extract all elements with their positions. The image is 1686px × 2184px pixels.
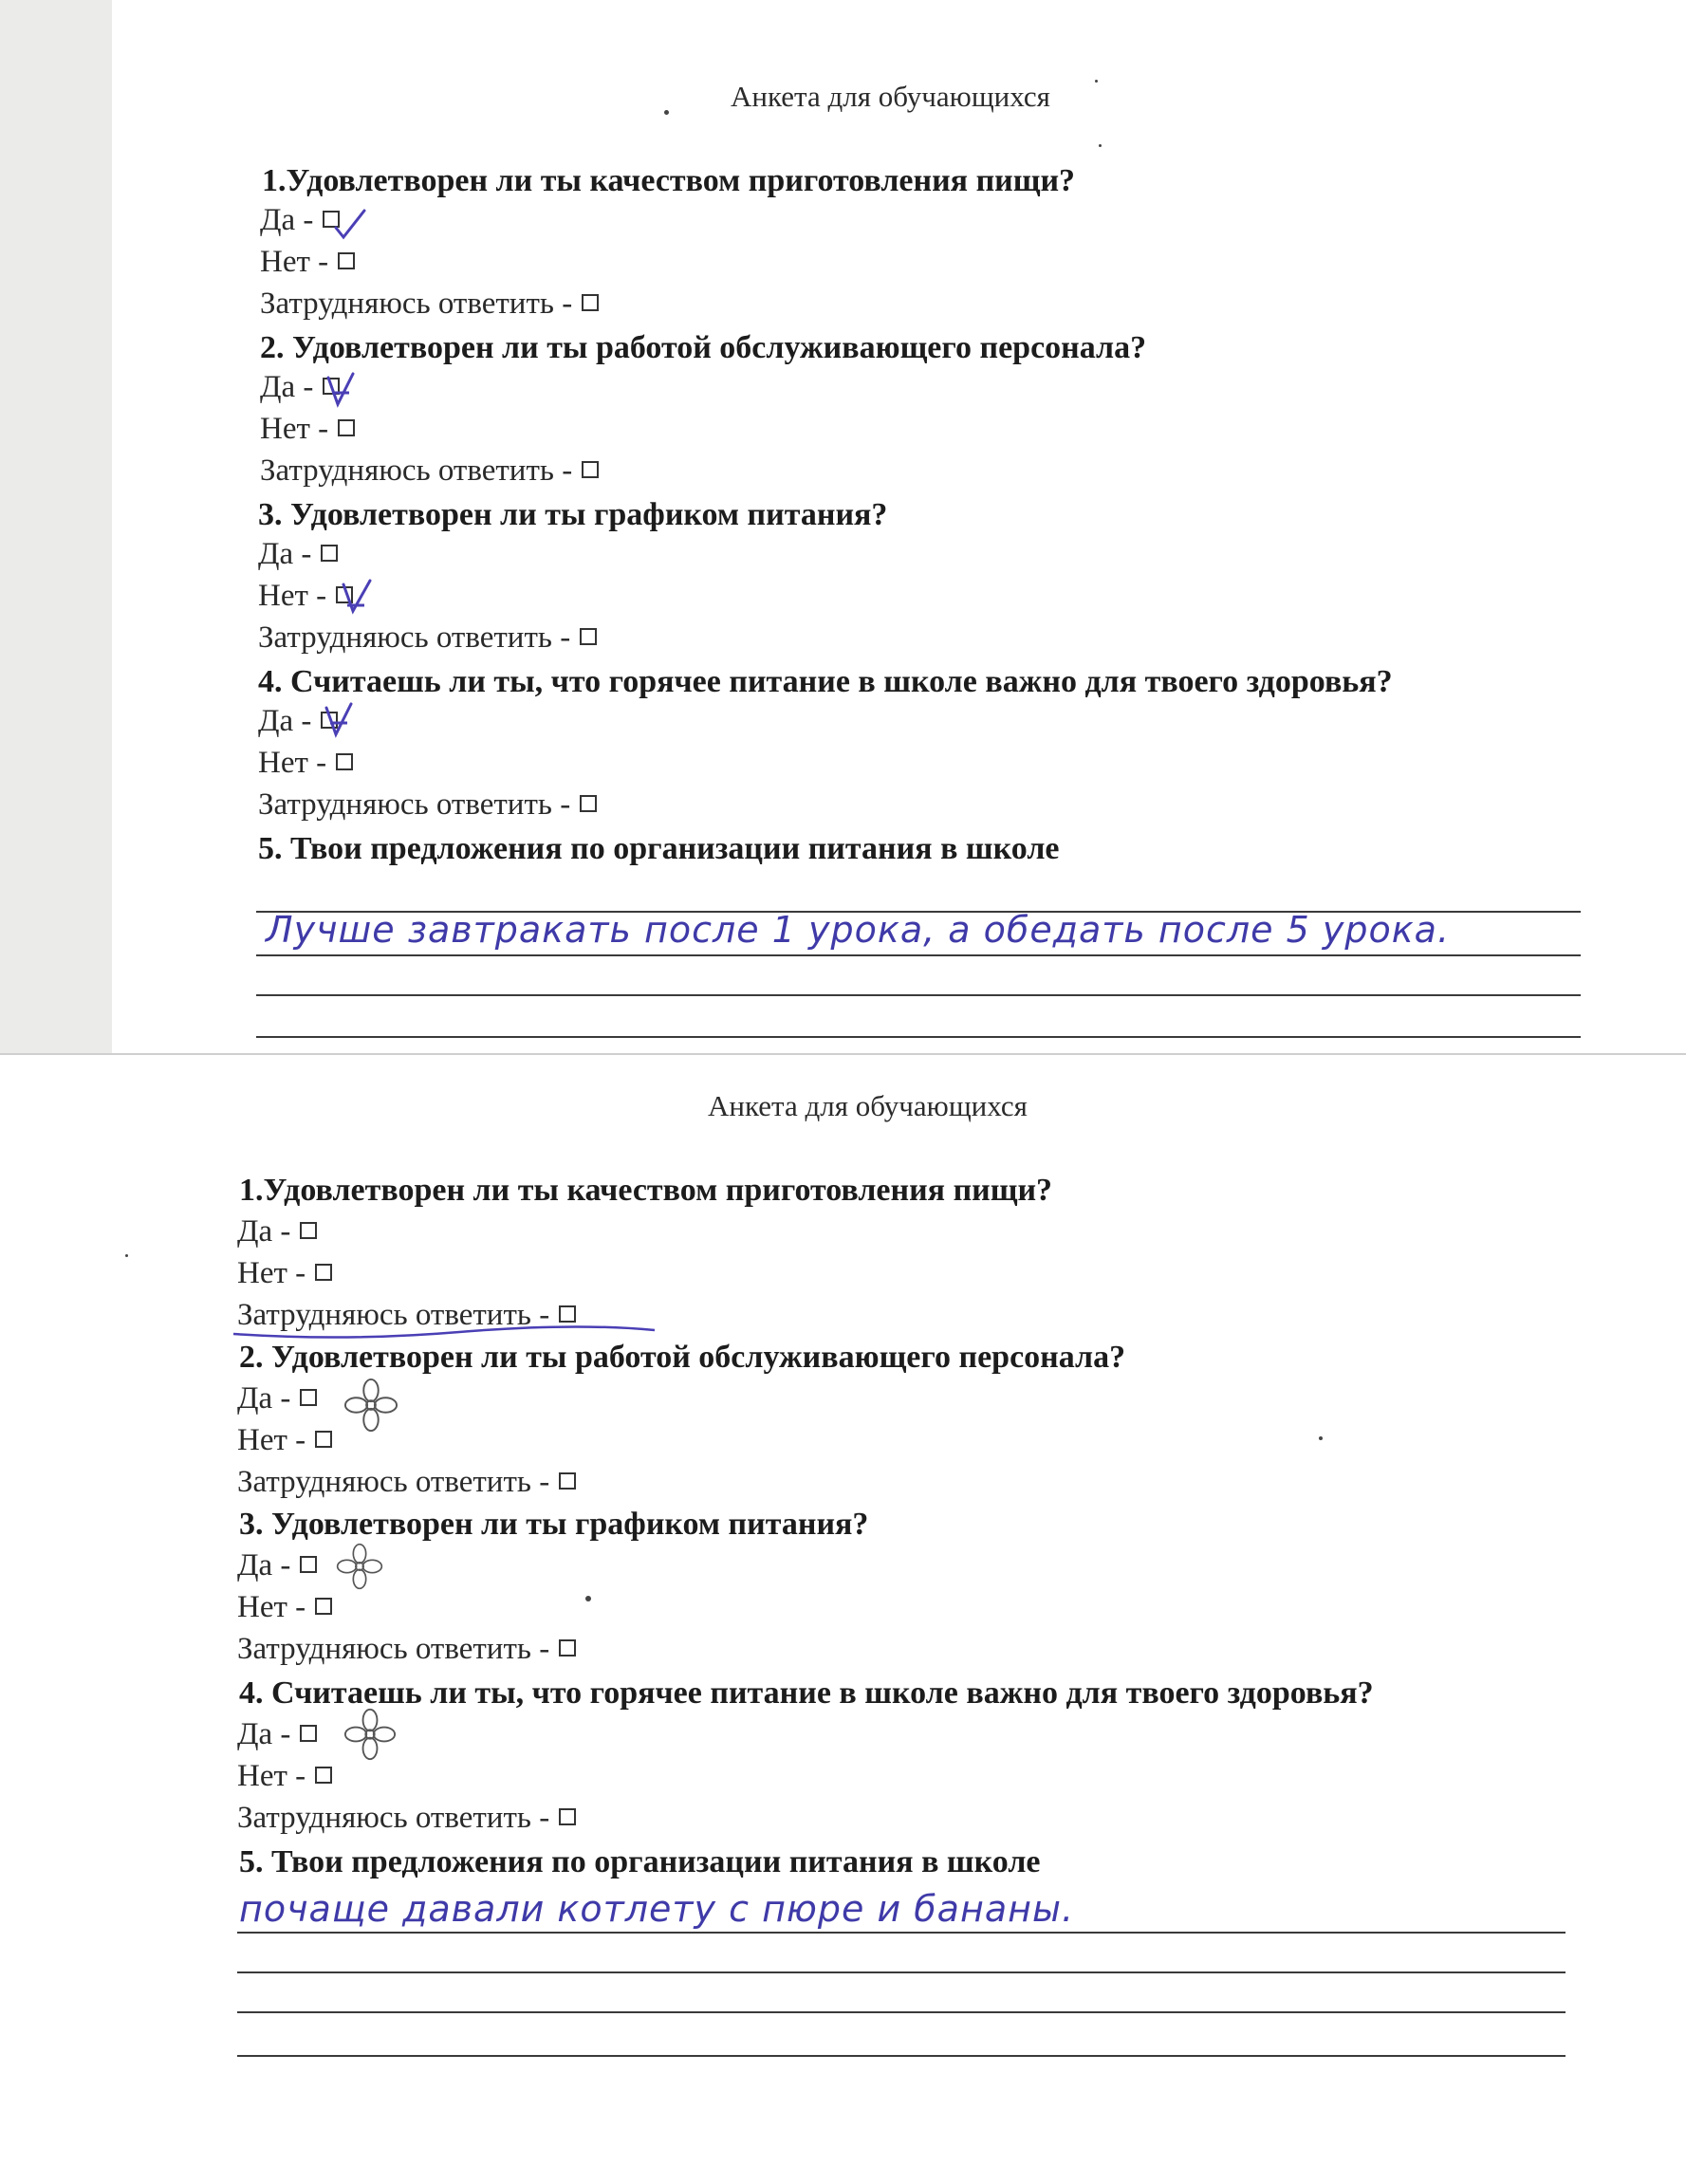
form1-q1-unsure: Затрудняюсь ответить - <box>260 287 599 322</box>
checkbox <box>321 545 338 562</box>
checkbox <box>559 1808 576 1825</box>
form2-q1-no: Нет - <box>237 1256 332 1291</box>
checkbox <box>315 1767 332 1784</box>
scan-speck <box>1319 1436 1323 1440</box>
answer-line <box>237 1971 1566 1973</box>
form1-title: Анкета для обучающихся <box>731 80 1050 113</box>
checkbox <box>582 294 599 311</box>
form1-q3-yes: Да - <box>258 537 338 572</box>
scan-speck <box>664 110 669 115</box>
form2-q3-no: Нет - <box>237 1590 332 1625</box>
form2-q1-unsure: Затрудняюсь ответить - <box>237 1298 576 1333</box>
checkbox <box>580 795 597 812</box>
form2-q4-unsure: Затрудняюсь ответить - <box>237 1801 576 1836</box>
form2-q2-no: Нет - <box>237 1423 332 1458</box>
checkmark-icon <box>332 207 370 245</box>
form2-q1-yes: Да - <box>237 1214 317 1249</box>
checkbox <box>315 1431 332 1448</box>
form1-question-5: 5. Твои предложения по организации питания в школе <box>258 831 1060 866</box>
form1-q3-unsure: Затрудняюсь ответить - <box>258 620 597 656</box>
form1-q2-unsure: Затрудняюсь ответить - <box>260 453 599 489</box>
form2-question-5: 5. Твои предложения по организации питания в школе <box>239 1844 1041 1879</box>
form2-question-4: 4. Считаешь ли ты, что горячее питание в школе важно для твоего здоровья? <box>239 1675 1374 1711</box>
form2-q3-yes: Да - <box>237 1548 317 1583</box>
scan-speck <box>585 1596 591 1601</box>
answer-line <box>237 2011 1566 2013</box>
checkbox <box>300 1556 317 1573</box>
form1-q4-unsure: Затрудняюсь ответить - <box>258 787 597 823</box>
checkbox <box>315 1598 332 1615</box>
scan-speck <box>125 1254 128 1257</box>
checkbox <box>338 419 355 436</box>
form1-question-1: 1.Удовлетворен ли ты качеством приготовления пищи? <box>262 163 1076 198</box>
handwritten-answer: Лучше завтракать после 1 урока, а обедать после 5 урока. <box>266 909 1451 951</box>
form1-q2-no: Нет - <box>260 412 355 447</box>
form2-title: Анкета для обучающихся <box>708 1089 1028 1122</box>
form1-q2-yes: Да - <box>260 370 340 405</box>
form2-question-3: 3. Удовлетворен ли ты графиком питания? <box>239 1507 869 1542</box>
form1-q1-yes: Да - <box>260 203 340 238</box>
answer-line <box>237 2055 1566 2057</box>
form2-q4-yes: Да - <box>237 1717 317 1752</box>
scan-speck <box>1099 144 1102 147</box>
checkmark-icon <box>324 372 362 410</box>
form2-q3-unsure: Затрудняюсь ответить - <box>237 1632 576 1667</box>
form2-q2-yes: Да - <box>237 1381 317 1416</box>
form2-q4-no: Нет - <box>237 1759 332 1794</box>
form1-question-4: 4. Считаешь ли ты, что горячее питание в школе важно для твоего здоровья? <box>258 664 1393 699</box>
flower-icon <box>340 1708 400 1761</box>
form2-question-2: 2. Удовлетворен ли ты работой обслуживающего персонала? <box>239 1340 1126 1375</box>
form1-q3-no: Нет - <box>258 579 353 614</box>
checkbox <box>300 1222 317 1239</box>
handwritten-answer: почаще давали котлету с пюре и бананы. <box>239 1888 1075 1930</box>
flower-icon <box>336 1543 383 1590</box>
answer-line <box>237 1932 1566 1934</box>
checkbox <box>338 252 355 269</box>
checkbox <box>580 628 597 645</box>
checkbox <box>300 1389 317 1406</box>
checkbox <box>336 753 353 770</box>
form1-question-2: 2. Удовлетворен ли ты работой обслуживающего персонала? <box>260 330 1147 365</box>
answer-line <box>256 954 1581 956</box>
checkmark-icon <box>340 579 378 617</box>
checkbox <box>582 461 599 478</box>
answer-line <box>256 994 1581 996</box>
checkbox <box>559 1472 576 1490</box>
form1-q4-no: Нет - <box>258 746 353 781</box>
form2-q2-unsure: Затрудняюсь ответить - <box>237 1465 576 1500</box>
checkbox <box>300 1725 317 1742</box>
checkbox <box>559 1639 576 1657</box>
scan-speck <box>1095 80 1098 83</box>
checkbox <box>559 1305 576 1323</box>
form2-question-1: 1.Удовлетворен ли ты качеством приготовления пищи? <box>239 1173 1053 1208</box>
flower-icon <box>343 1378 398 1433</box>
answer-line <box>256 1036 1581 1038</box>
form1-question-3: 3. Удовлетворен ли ты графиком питания? <box>258 497 888 532</box>
form1-q4-yes: Да - <box>258 704 338 739</box>
checkbox <box>315 1264 332 1281</box>
form1-q1-no: Нет - <box>260 245 355 280</box>
checkmark-icon <box>323 702 361 740</box>
